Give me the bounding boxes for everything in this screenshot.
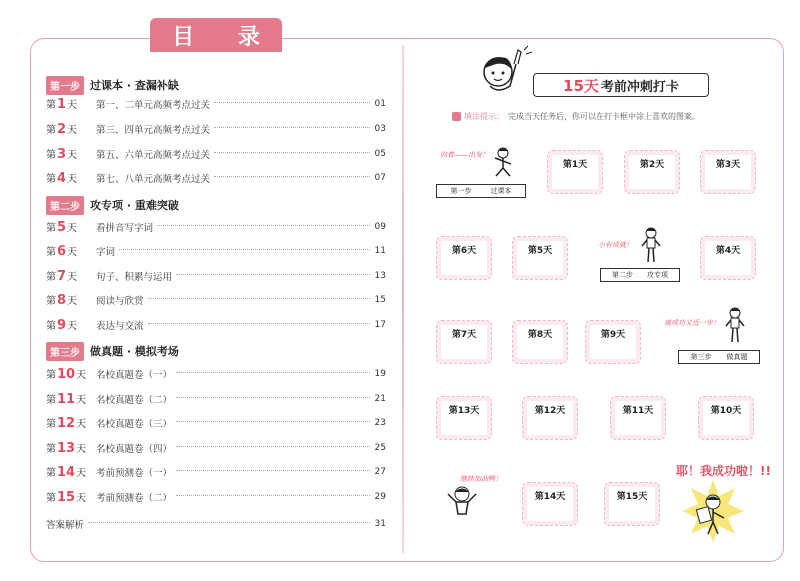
note-text: 向着——出发！	[440, 151, 489, 159]
entry-label: 名校真题卷（四）	[96, 444, 173, 455]
standing-kid-illustration	[640, 226, 662, 266]
entry-page: 13	[374, 271, 386, 281]
checkin-box-day-7[interactable]: 第7天	[436, 320, 492, 364]
toc-entry[interactable]: 第8天 阅读与欣赏 15	[46, 293, 386, 308]
entry-page: 21	[374, 394, 386, 404]
cheering-kid-illustration	[444, 484, 480, 518]
entry-page: 25	[374, 443, 386, 453]
entry-page: 27	[374, 467, 386, 477]
note-text: 小有成就！	[598, 241, 633, 249]
toc-entry[interactable]: 第1天 第一、二单元高频考点过关 01	[46, 97, 386, 112]
step-heading-2	[46, 196, 179, 214]
pencil-icon	[452, 112, 461, 121]
checkin-box-day-3[interactable]: 第3天	[700, 150, 756, 194]
entry-label: 考前预测卷（二）	[96, 493, 173, 504]
toc-entry[interactable]: 第12天 名校真题卷（三） 23	[46, 416, 386, 431]
entry-page: 07	[374, 173, 386, 183]
entry-label: 句子、积累与运用	[96, 272, 173, 283]
toc-title: 目 录	[150, 18, 282, 52]
entry-page: 23	[374, 418, 386, 428]
step-heading-3	[46, 342, 179, 360]
celebration-sun-illustration	[680, 478, 746, 544]
step-marker-2: 第二步 攻专项	[600, 268, 680, 282]
running-kid-illustration	[490, 146, 516, 180]
checkin-box-day-14[interactable]: 第14天	[522, 482, 578, 526]
entry-label: 第一、二单元高频考点过关	[96, 100, 211, 111]
entry-label: 看拼音写字词	[96, 223, 154, 234]
entry-label: 阅读与欣赏	[96, 296, 144, 307]
entry-page: 11	[374, 246, 386, 256]
checkin-box-day-6[interactable]: 第6天	[436, 236, 492, 280]
entry-page: 01	[374, 99, 386, 109]
checkin-box-day-2[interactable]: 第2天	[624, 150, 680, 194]
checkin-box-day-12[interactable]: 第12天	[522, 396, 578, 440]
checkin-box-day-10[interactable]: 第10天	[698, 396, 754, 440]
toc-entry[interactable]: 第9天 表达与交流 17	[46, 318, 386, 333]
fill-tip: 填涂提示： 完成当天任务后，你可以在打卡框中涂上喜欢的图案。	[452, 111, 700, 122]
success-text: 耶！我成功啦！!!	[676, 464, 771, 478]
step-title: 攻专项 · 重难突破	[90, 199, 179, 212]
checkin-box-day-1[interactable]: 第1天	[547, 150, 603, 194]
checkin-box-day-5[interactable]: 第5天	[512, 236, 568, 280]
standing-kid-illustration	[724, 306, 746, 346]
toc-entry[interactable]: 第11天 名校真题卷（二） 21	[46, 392, 386, 407]
entry-page: 09	[374, 222, 386, 232]
step-badge: 第一步	[46, 76, 84, 95]
toc-entry-answers[interactable]	[46, 517, 386, 531]
checkin-box-day-15[interactable]: 第15天	[604, 482, 660, 526]
step-marker-3: 第三步 做真题	[678, 350, 760, 364]
toc-entry[interactable]: 第6天 字词 11	[46, 244, 386, 259]
entry-label: 表达与交流	[96, 321, 144, 332]
checkin-box-day-9[interactable]: 第9天	[585, 320, 641, 364]
entry-page: 17	[374, 320, 386, 330]
center-divider	[402, 45, 404, 553]
checkin-box-day-13[interactable]: 第13天	[436, 396, 492, 440]
entry-label: 名校真题卷（一）	[96, 370, 173, 381]
entry-page: 05	[374, 149, 386, 159]
step-title: 做真题 · 模拟考场	[90, 345, 179, 358]
entry-label: 名校真题卷（三）	[96, 419, 173, 430]
toc-entry[interactable]: 第10天 名校真题卷（一） 19	[46, 367, 386, 382]
checkin-box-day-4[interactable]: 第4天	[700, 236, 756, 280]
toc-entry[interactable]: 第3天 第五、六单元高频考点过关 05	[46, 147, 386, 162]
toc-entry[interactable]: 第15天 考前预测卷（二） 29	[46, 490, 386, 505]
entry-page: 31	[374, 519, 386, 529]
checkin-title: 15天 考前冲刺打卡	[533, 73, 709, 97]
note-text: 离成功又近一步！	[664, 319, 720, 327]
step-badge: 第三步	[46, 342, 84, 361]
step-heading-1	[46, 76, 179, 94]
entry-page: 29	[374, 492, 386, 502]
toc-entry[interactable]: 第2天 第三、四单元高频考点过关 03	[46, 122, 386, 137]
step-title: 过课本 · 查漏补缺	[90, 79, 179, 92]
entry-label: 名校真题卷（二）	[96, 395, 173, 406]
entry-label: 字词	[96, 247, 116, 258]
toc-entry[interactable]: 第4天 第七、八单元高频考点过关 07	[46, 171, 386, 186]
entry-page: 15	[374, 295, 386, 305]
note-text: 继续加油鸭！	[460, 475, 502, 483]
entry-label: 第七、八单元高频考点过关	[96, 174, 211, 185]
entry-label: 第三、四单元高频考点过关	[96, 125, 211, 136]
step-badge: 第二步	[46, 196, 84, 215]
pointing-kid-illustration	[476, 44, 536, 102]
step-marker-1: 第一步 过课本	[436, 184, 526, 198]
entry-label: 答案解析	[46, 520, 85, 531]
checkin-box-day-11[interactable]: 第11天	[610, 396, 666, 440]
toc-entry[interactable]: 第5天 看拼音写字词 09	[46, 220, 386, 235]
entry-page: 19	[374, 369, 386, 379]
toc-entry[interactable]: 第14天 考前预测卷（一） 27	[46, 465, 386, 480]
toc-entry[interactable]: 第7天 句子、积累与运用 13	[46, 269, 386, 284]
checkin-box-day-8[interactable]: 第8天	[512, 320, 568, 364]
entry-page: 03	[374, 124, 386, 134]
toc-entry[interactable]: 第13天 名校真题卷（四） 25	[46, 441, 386, 456]
entry-label: 考前预测卷（一）	[96, 468, 173, 479]
entry-label: 第五、六单元高频考点过关	[96, 150, 211, 161]
